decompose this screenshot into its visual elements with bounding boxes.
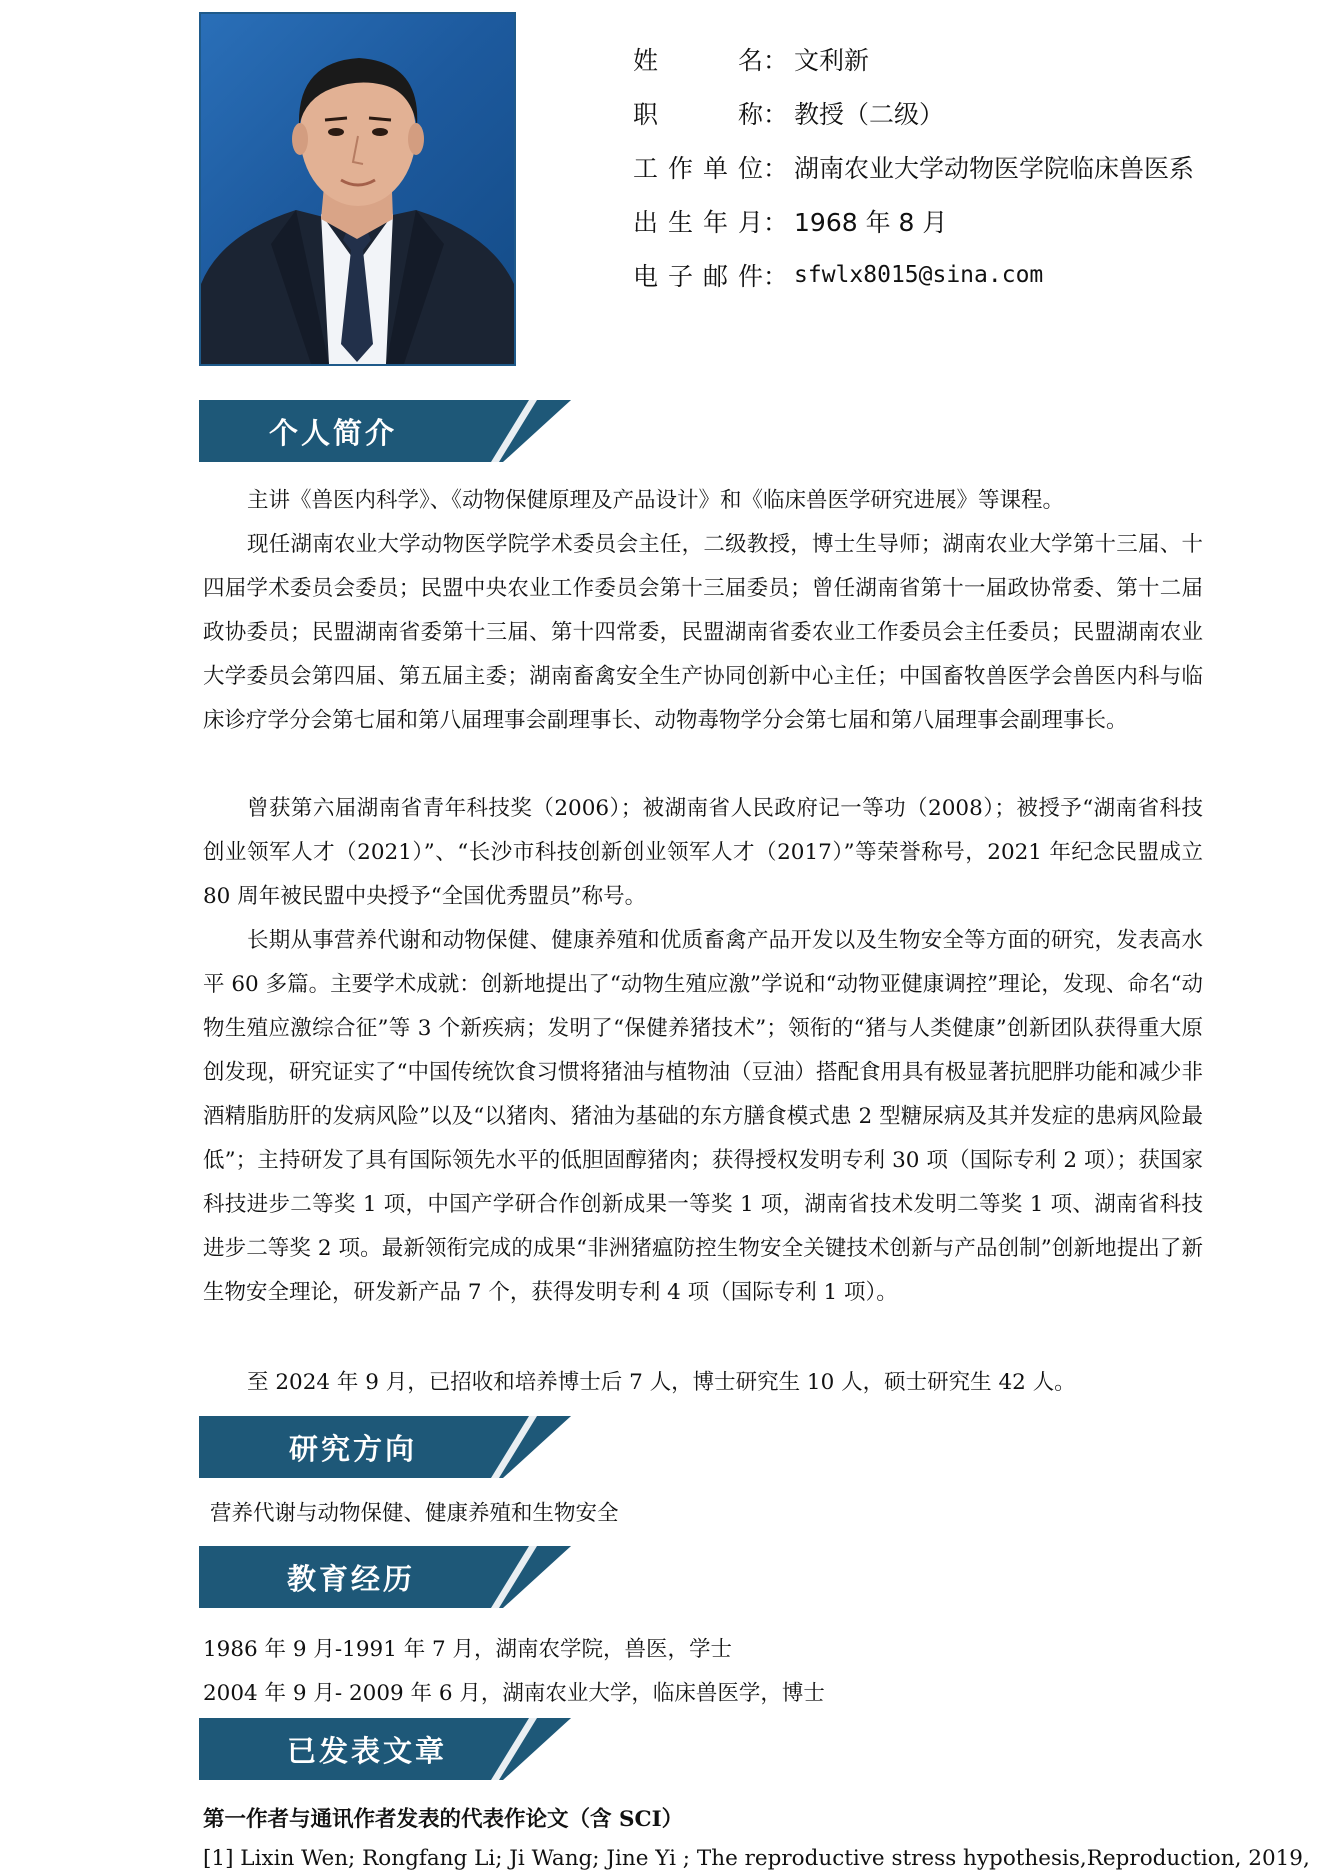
intro-paragraph-students: 至 2024 年 9 月，已招收和培养博士后 7 人，博士研究生 10 人，硕士研究生 42 人。 (247, 1370, 1076, 1395)
profile-info (633, 32, 1194, 302)
title-row (633, 86, 1194, 140)
title-separator: ： (763, 100, 789, 129)
unit-row (633, 140, 1194, 194)
unit-separator: ： (763, 154, 789, 183)
section-title-research: 研究方向 (289, 1431, 418, 1466)
email-separator: ： (763, 262, 789, 291)
name-label: 姓 名 (633, 46, 763, 75)
section-title-papers: 已发表文章 (287, 1733, 448, 1768)
education-item: 1986 年 9 月-1991 年 7 月，湖南农学院，兽医，学士 (203, 1637, 733, 1662)
intro-paragraph-courses: 主讲《兽医内科学》、《动物保健原理及产品设计》和《临床兽医学研究进展》等课程。 (247, 488, 1065, 513)
education-item: 2004 年 9 月- 2009 年 6 月，湖南农业大学，临床兽医学，博士 (203, 1681, 825, 1706)
intro-paragraph-research: 长期从事营养代谢和动物保健、健康养殖和优质畜禽产品开发以及生物安全等方面的研究，发表高水平 60 多篇。主要学术成就：创新地提出了“动物生殖应激”学说和“动物亚健康调控”理论，发现、命名“动物生殖应激综合征”等 3 个新疾病；发明了“保健养猪技术”；领衔的“猪与人类健康”创新团队获得重大原创发现，研究证实了“中国传统饮食习惯将猪油与植物油（豆油）搭配食用具有极显著抗肥胖功能和减少非酒精脂肪肝的发病风险”以及“以猪肉、猪油为基础的东方膳食模式患 2 型糖尿病及其并发症的患病风险最低”；主持研发了具有国际领先水平的低胆固醇猪肉；获得授权发明专利 30 项（国际专利 2 项）；获国家科技进步二等奖 1 项，中国产学研合作创新成果一等奖 1 项，湖南省技术发明二等奖 1 项、湖南省科技进步二等奖 2 项。最新领衔完成的成果“非洲猪瘟防控生物安全关键技术创新与产品创制”创新地提出了新生物安全理论，研发新产品 7 个，获得发明专利 4 项（国际专利 1 项）。 (203, 928, 1203, 1305)
name-separator: ： (763, 46, 789, 75)
email-label: 电子邮件 (633, 262, 763, 291)
unit-value: 湖南农业大学动物医学院临床兽医系 (794, 154, 1195, 183)
portrait-photo (199, 12, 516, 366)
title-label: 职 称 (633, 100, 763, 129)
name-value: 文利新 (794, 46, 870, 75)
section-header-research (199, 1416, 571, 1478)
section-title-intro: 个人简介 (269, 415, 398, 450)
email-row (633, 248, 1194, 302)
section-header-papers (199, 1718, 571, 1780)
paper-entry: [1] Lixin Wen; Rongfang Li; Ji Wang; Jine Yi ; The reproductive stress hypothesis,Reproduction, 2019, (203, 1846, 1310, 1871)
email-value: sfwlx8015@sina.com (794, 262, 1044, 288)
intro-paragraph-positions: 现任湖南农业大学动物医学院学术委员会主任，二级教授，博士生导师；湖南农业大学第十三届、十四届学术委员会委员；民盟中央农业工作委员会第十三届委员；曾任湖南省第十一届政协常委、第十二届政协委员；民盟湖南省委第十三届、第十四常委，民盟湖南省委农业工作委员会主任委员；民盟湖南农业大学委员会第四届、第五届主委；湖南畜禽安全生产协同创新中心主任；中国畜牧兽医学会兽医内科与临床诊疗学分会第七届和第八届理事会副理事长、动物毒物学分会第七届和第八届理事会副理事长。 (203, 532, 1203, 733)
birth-label: 出生年月 (633, 208, 763, 237)
papers-subheading: 第一作者与通讯作者发表的代表作论文（含 SCI） (203, 1807, 684, 1832)
intro-paragraph-awards: 曾获第六届湖南省青年科技奖（2006）；被湖南省人民政府记一等功（2008）；被授予“湖南省科技创业领军人才（2021）”、“长沙市科技创新创业领军人才（2017）”等荣誉称号，2021 年纪念民盟成立 80 周年被民盟中央授予“全国优秀盟员”称号。 (203, 796, 1203, 909)
title-value: 教授（二级） (794, 100, 945, 129)
section-header-intro (199, 400, 571, 462)
birth-separator: ： (763, 208, 789, 237)
section-title-education: 教育经历 (287, 1561, 416, 1596)
portrait-illustration (201, 14, 514, 364)
unit-label: 工作单位 (633, 154, 763, 183)
research-direction-text: 营养代谢与动物保健、健康养殖和生物安全 (210, 1501, 619, 1526)
name-row (633, 32, 1194, 86)
birth-value: 1968 年 8 月 (794, 208, 948, 237)
section-header-education (199, 1546, 571, 1608)
birth-row (633, 194, 1194, 248)
